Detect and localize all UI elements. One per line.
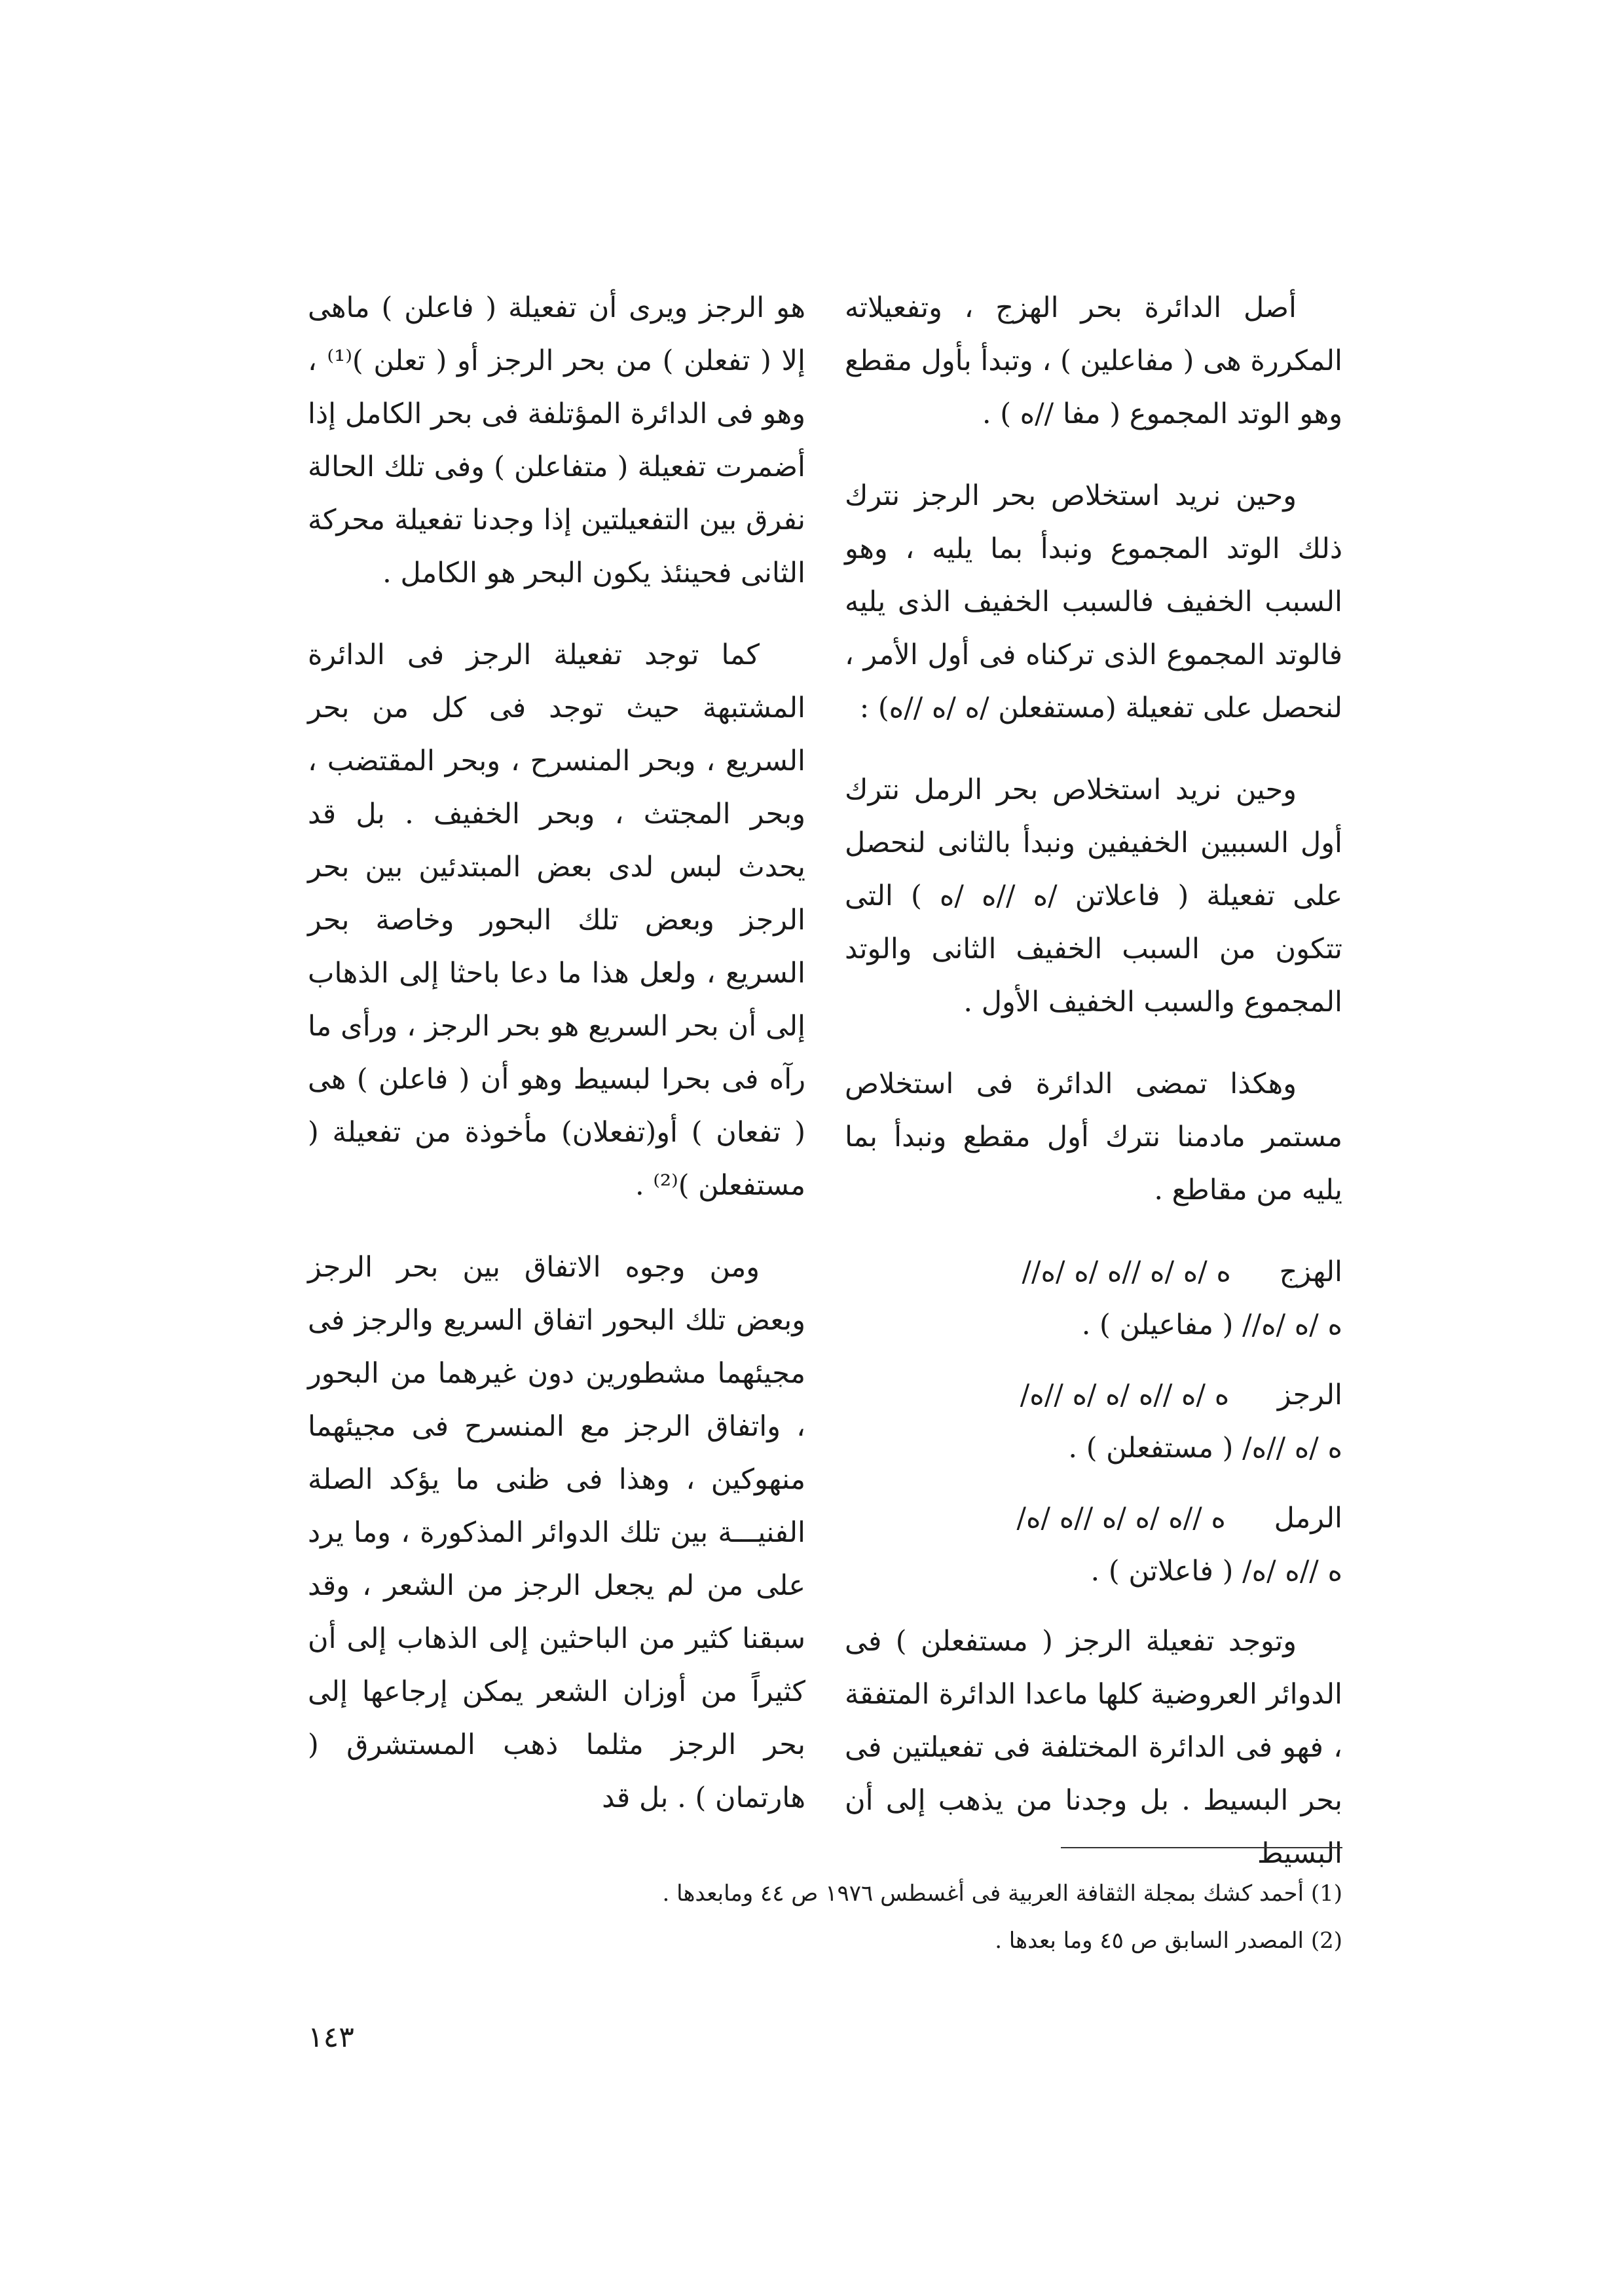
meter-name: الرجز	[1277, 1379, 1342, 1411]
meter-formula-hazaj	[845, 1246, 1342, 1352]
meter-pattern: //ه /ه /ه //ه /ه /ه	[1022, 1256, 1231, 1288]
right-column	[845, 282, 1342, 1909]
footnotes	[458, 1870, 1342, 1964]
footnote-divider	[1061, 1847, 1342, 1848]
footnote-1: (1) أحمد كشك بمجلة الثقافة العربية فى أغسطس ١٩٧٦ ص ٤٤ ومابعدها .	[662, 1880, 1342, 1907]
meter-pattern: /ه //ه /ه	[1242, 1555, 1342, 1588]
page-number: ١٤٣	[308, 2021, 354, 2054]
meter-pattern: /ه /ه //ه /ه /ه //ه	[1020, 1379, 1230, 1411]
meter-name: الهزج	[1279, 1256, 1342, 1288]
meter-pattern: /ه //ه /ه /ه //ه /ه	[1016, 1502, 1226, 1535]
paragraph: كما توجد تفعيلة الرجز فى الدائرة المشتبهة حيث توجد فى كل من بحر السريع ، وبحر المنسرح ، وبحر المقتضب ، وبحر المجتث ، وبحر الخفيف . بل قد يحدث لبس لدى بعض المبتدئين بين بحر الرجز وبعض تلك البحور وخاصة بحر السريع ، ولعل هذا ما دعا باحثا إلى الذهاب إلى أن بحر السريع هو بحر الرجز ، ورأى ما رآه فى بحرا لبسيط وهو أن ( فاعلن ) هى ( تفعان ) أو(تفعلان) مأخوذة من تفعيلة ( مستفعلن )⁽²⁾ .	[308, 639, 805, 1202]
meter-tafila: ( فاعلاتن ) .	[1090, 1555, 1234, 1588]
meter-name: الرمل	[1274, 1502, 1342, 1535]
paragraph: وحين نريد استخلاص بحر الرمل نترك أول السببين الخفيفين ونبدأ بالثانى لنحصل على تفعيلة ( فاعلاتن /ه //ه /ه ) التى تتكون من السبب الخفيف الثانى والوتد المجموع والسبب الخفيف الأول .	[845, 774, 1342, 1018]
left-column	[308, 282, 805, 1854]
meter-tafila: ( مفاعيلن ) .	[1081, 1309, 1234, 1341]
footnote-2: (2) المصدر السابق ص ٤٥ وما بعدها .	[995, 1928, 1342, 1954]
paragraph: وتوجد تفعيلة الرجز ( مستفعلن ) فى الدوائر العروضية كلها ماعدا الدائرة المتفقة ، فهو فى الدائرة المختلفة فى تفعيلتين فى بحر البسيط . بل وجدنا من يذهب إلى أن البسيط	[845, 1625, 1342, 1870]
paragraph: أصل الدائرة بحر الهزج ، وتفعيلاته المكررة هى ( مفاعلين ) ، وتبدأ بأول مقطع وهو الوتد المجموع ( مفا //ه ) .	[845, 291, 1342, 430]
meter-pattern: //ه /ه /ه	[1242, 1309, 1342, 1341]
meter-formula-rajaz	[845, 1369, 1342, 1475]
paragraph: ومن وجوه الاتفاق بين بحر الرجز وبعض تلك البحور اتفاق السريع والرجز فى مجيئهما مشطورين دون غيرهما من البحور ، واتفاق الرجز مع المنسرح فى مجيئهما منهوكين ، وهذا فى ظنى ما يؤكد الصلة الفنيـــة بين تلك الدوائر المذكورة ، وما يرد على من لم يجعل الرجز من الشعر ، وقد سبقنا كثير من الباحثين إلى الذهاب إلى أن كثيراً من أوزان الشعر يمكن إرجاعها إلى بحر الرجز مثلما ذهب المستشرق ( هارتمان ) . بل قد	[308, 1251, 805, 1814]
meter-formula-ramal	[845, 1492, 1342, 1598]
paragraph: وحين نريد استخلاص بحر الرجز نترك ذلك الوتد المجموع ونبدأ بما يليه ، وهو السبب الخفيف فالسبب الخفيف الذى يليه فالوتد المجموع الذى تركناه فى أول الأمر ، لنحصل على تفعيلة (مستفعلن /ه /ه //ه) :	[845, 479, 1342, 724]
paragraph: وهكذا تمضى الدائرة فى استخلاص مستمر مادمنا نترك أول مقطع ونبدأ بما يليه من مقاطع .	[845, 1068, 1342, 1206]
paragraph: هو الرجز ويرى أن تفعيلة ( فاعلن ) ماهى إلا ( تفعلن ) من بحر الرجز أو ( تعلن )⁽¹⁾ ، وهو فى الدائرة المؤتلفة فى بحر الكامل إذا أضمرت تفعيلة ( متفاعلن ) وفى تلك الحالة نفرق بين التفعيلتين إذا وجدنا تفعيلة محركة الثانى فحينئذ يكون البحر هو الكامل .	[308, 291, 805, 589]
meter-pattern: /ه /ه //ه	[1242, 1432, 1342, 1465]
meter-tafila: ( مستفعلن ) .	[1068, 1432, 1234, 1465]
